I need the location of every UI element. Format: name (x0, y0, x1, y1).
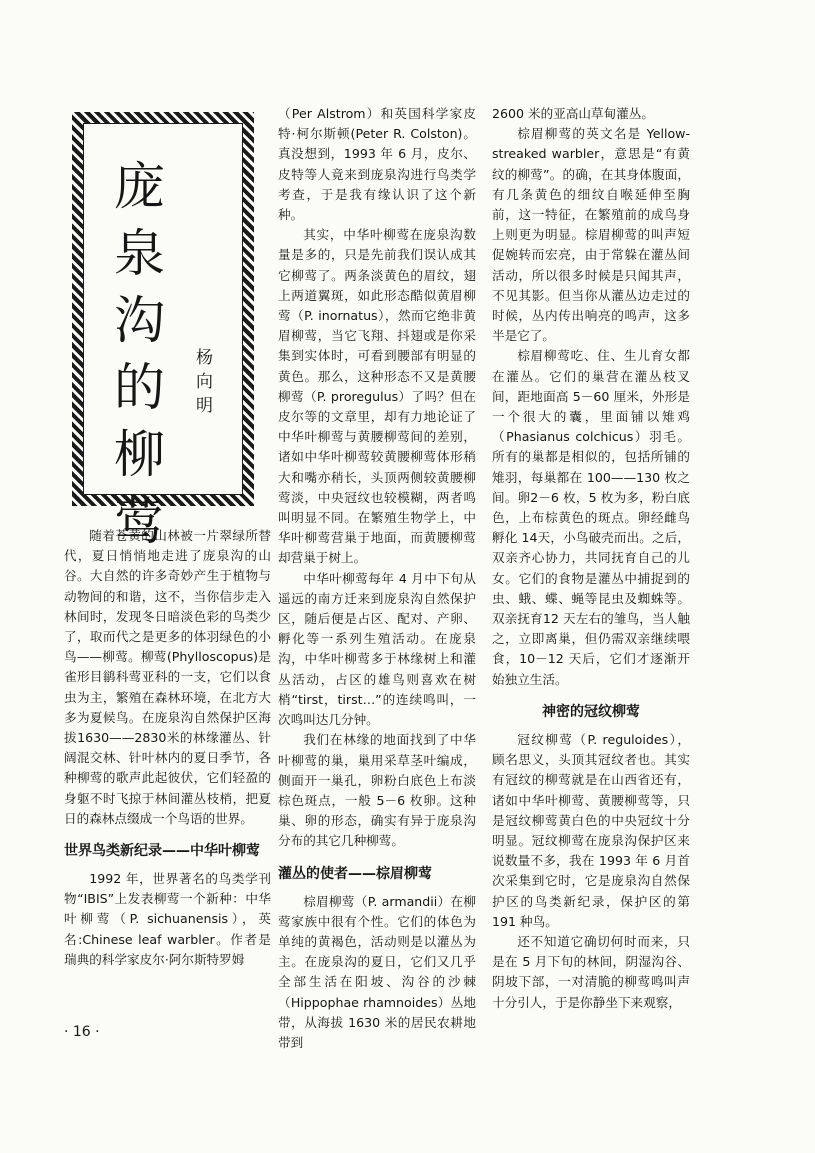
section-heading: 神密的冠纹柳莺 (542, 703, 640, 720)
paragraph: 冠纹柳莺（P. reguloides），顾名思义，头顶其冠纹者也。其实有冠纹的柳莺就是在山西省还有，诸如中华叶柳莺、黄腰柳莺等，只是冠纹柳莺黄白色的中央冠纹十分明显。冠纹柳莺在庞泉沟保护区来说数量不多，我在 1993 年 6 月首次采集到它时，它是庞泉沟自然保护区的鸟类新纪录，保护区的第191 种鸟。 (492, 731, 690, 929)
paragraph: 1992 年，世界著名的鸟类学刊物“IBIS”上发表柳莺一个新种：中华叶柳莺（P. sichuanensis），英名:Chinese leaf warbler。作者是瑞典的科学家皮尔·阿尔斯特罗姆 (64, 871, 271, 967)
text-column-1 (64, 526, 271, 970)
paragraph: 我们在林缘的地面找到了中华叶柳莺的巢，巢用采草茎叶编成，侧面开一巢孔，卵粉白底色上布淡棕色斑点，一般 5－6 枚卵。这种巢、卵的形态，确实有异于庞泉沟分布的其它几种柳莺。 (278, 732, 476, 849)
section-heading: 灌丛的使者——棕眉柳莺 (278, 865, 432, 882)
text-column-3 (492, 104, 690, 1013)
paragraph: 随着苍黄的山林被一片翠绿所替代，夏日悄悄地走进了庞泉沟的山谷。大自然的许多奇妙产生于植物与动物间的和谐，这不，当你信步走入林间时，发现冬日暗淡色彩的鸟类少了，取而代之是更多的体羽绿色的小鸟——柳莺。柳莺(Phylloscopus)是雀形目鹟科莺亚科的一支，它们以食虫为主，繁殖在森林环境，在北方大多为夏候鸟。在庞泉沟自然保护区海拔1630——2830米的林缘灌丛、针阔混交林、针叶林内的夏日季节，各种柳莺的歌声此起彼伏，它们轻盈的身躯不时飞掠于林间灌丛枝梢，把夏日的森林点缀成一个鸟语的世界。 (64, 528, 271, 826)
paragraph: 棕眉柳莺吃、住、生儿育女都在灌丛。它们的巢营在灌丛枝叉间，距地面高 5－60 厘米，外形是一个很大的囊，里面铺以雉鸡（Phasianus colchicus）羽毛。所有的巢都是相似的，包括所铺的雉羽，每巢都在 100——130 枚之间。卵2－6 枚，5 枚为多，粉白底色，上布棕黄色的斑点。卵经雌鸟孵化 14天，小鸟破壳而出。之后，双亲齐心协力，共同抚育自己的儿女。它们的食物是灌丛中捕捉到的虫、蛾、蝶、蝇等昆虫及蜘蛛等。双亲抚育12 天左右的雏鸟，当人触之，立即离巢，但仍需双亲继续喂食，10－12 天后，它们才逐渐开始独立生活。 (492, 348, 690, 687)
paragraph: 其实，中华叶柳莺在庞泉沟数量是多的，只是先前我们误认成其它柳莺了。两条淡黄色的眉纹，翅上两道翼斑，如此形态酷似黄眉柳莺（P. inornatus），然而它绝非黄眉柳莺，当它飞翔、抖翅或是你采集到实体时，可看到腰部有明显的黄色。那么，这种形态不又是黄腰柳莺（P. proregulus）了吗？但在皮尔等的文章里，却有力地论证了中华叶柳莺与黄腰柳莺间的差别，诸如中华叶柳莺较黄腰柳莺体形稍大和嘴亦稍长，头顶两侧较黄腰柳莺淡，中央冠纹也较模糊，两者鸣叫明显不同。在繁殖生物学上，中华叶柳莺营巢于地面，而黄腰柳莺却营巢于树上。 (278, 227, 476, 566)
section-heading: 世界鸟类新纪录——中华叶柳莺 (64, 843, 260, 860)
paragraph: （Per Alstrom）和英国科学家皮特·柯尔斯顿(Peter R. Colston)。真没想到，1993 年 6 月，皮尔、皮特等人竟来到庞泉沟进行鸟类学考查，于是我有缘认识了这个新种。 (278, 106, 476, 223)
article-title: 庞泉沟的柳莺 (114, 158, 166, 552)
paragraph: 棕眉柳莺的英文名是 Yellow-streaked warbler，意思是“有黄纹的柳莺”。的确，在其身体腹面，有几条黄色的细纹自喉延伸至胸前，这一特征，在繁殖前的成鸟身上则更为明显。棕眉柳莺的叫声短促婉转而宏亮，由于常躲在灌丛间活动，所以很多时候是只闻其声，不见其影。但当你从灌丛边走过的时候，丛内传出响亮的鸣声，这多半是它了。 (492, 126, 690, 344)
title-frame (72, 112, 254, 552)
title-frame-inner (83, 123, 243, 552)
paragraph: 中华叶柳莺每年 4 月中下旬从遥远的南方迁来到庞泉沟自然保护区，随后便是占区、配对、产卵、孵化等一系列生殖活动。在庞泉沟，中华叶柳莺多于林缘树上和灌丛活动，占区的雄鸟则喜欢在树梢“tirst，tirst…”的连续鸣叫，一次鸣叫达几分钟。 (278, 570, 476, 728)
paragraph: 棕眉柳莺（P. armandii）在柳莺家族中很有个性。它们的体色为单纯的黄褐色，活动则是以灌丛为主。在庞泉沟的夏日，它们又几乎全部生活在阳坡、沟谷的沙棘（Hippophae rhamnoides）丛地带，从海拔 1630 米的居民农耕地带到 (278, 893, 476, 1050)
page-number: · 16 · (64, 1024, 100, 1040)
paragraph: 还不知道它确切何时而来，只是在 5 月下旬的林间，阴湿沟谷、阴坡下部，一对清脆的柳莺鸣叫声十分引人，于是你静坐下来观察， (492, 933, 690, 1010)
paragraph: 2600 米的亚高山草甸灌丛。 (492, 106, 654, 121)
text-column-2 (278, 104, 476, 1053)
article-author: 杨向明 (196, 348, 213, 416)
